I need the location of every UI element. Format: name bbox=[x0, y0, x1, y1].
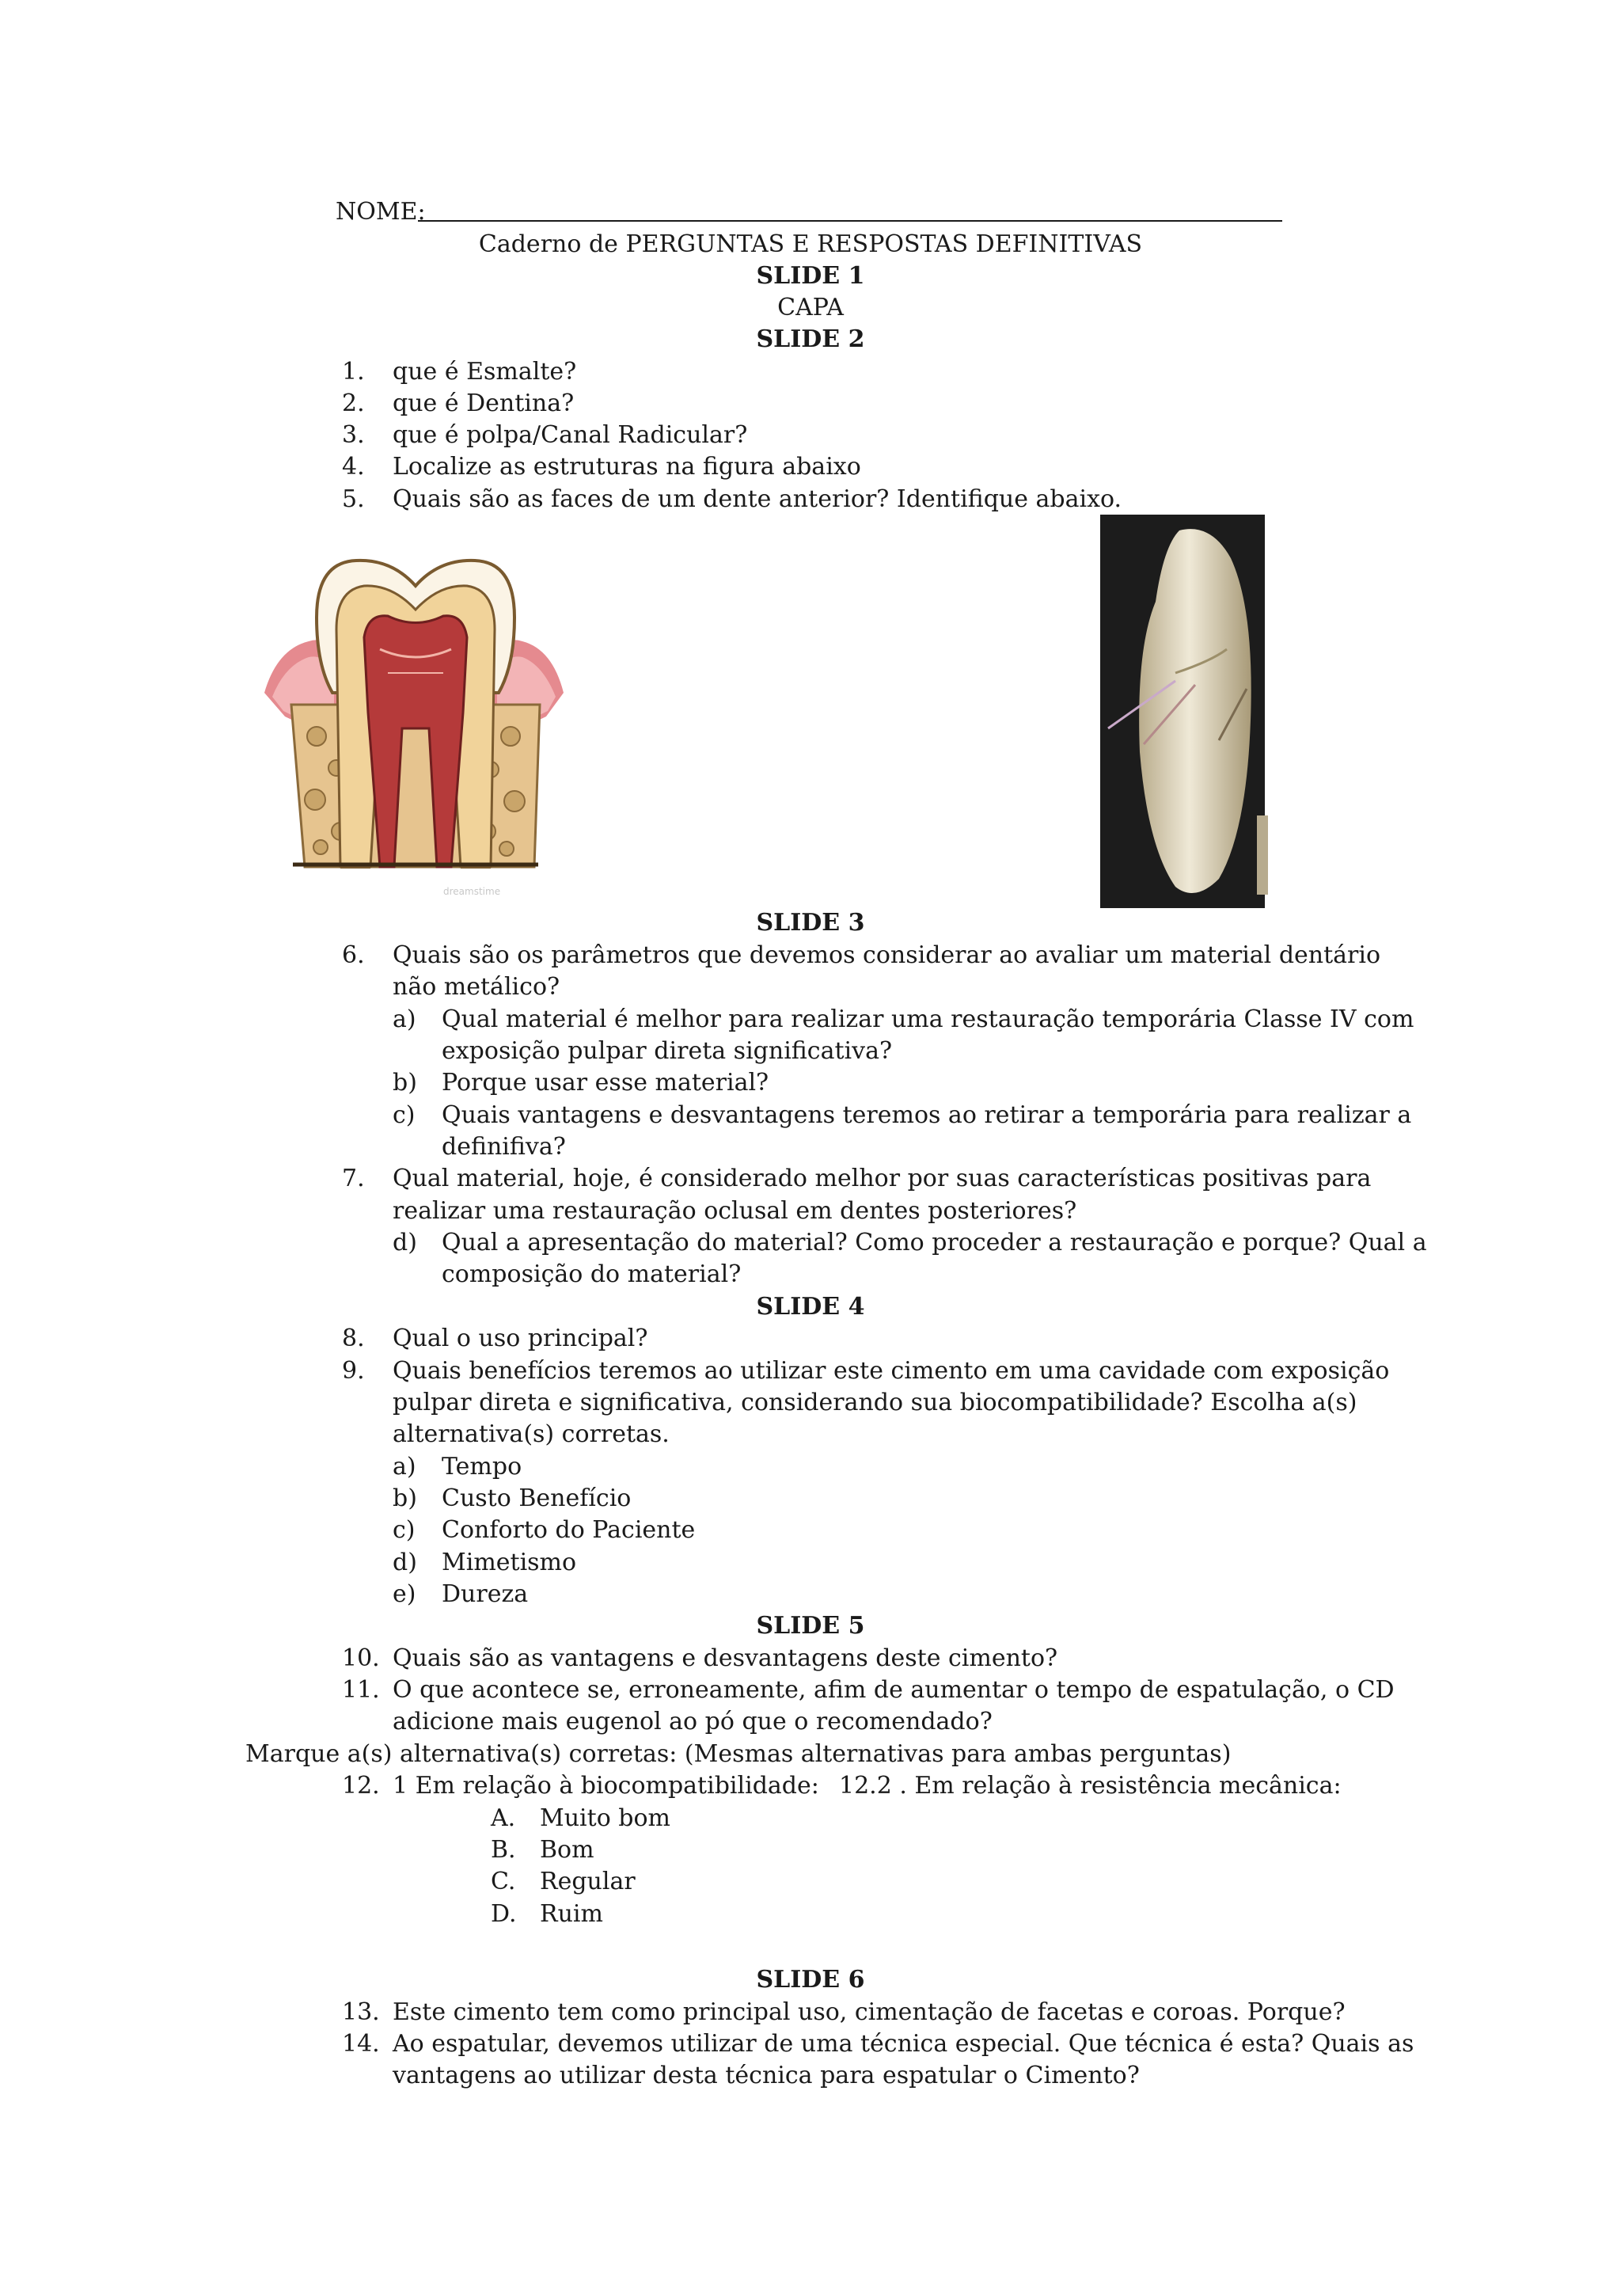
q6c-text-line-1: Quais vantagens e desvantagens teremos ao retirar a temporária para realizar a bbox=[442, 1101, 1412, 1129]
q9-text-line-2: pulpar direta e significativa, considerando sua biocompatibilidade? Escolha a(s) bbox=[393, 1389, 1357, 1416]
q7d-text-line-2: composição do material? bbox=[442, 1260, 742, 1288]
q14-number: 14. bbox=[342, 2030, 380, 2058]
q14-text-line-2: vantagens ao utilizar desta técnica para espatular o Cimento? bbox=[393, 2062, 1140, 2089]
q9-option-text: Conforto do Paciente bbox=[442, 1516, 696, 1544]
q5-text: Quais são as faces de um dente anterior? Identifique abaixo. bbox=[393, 485, 1122, 513]
q6-text-line-2: não metálico? bbox=[393, 973, 560, 1001]
q9-option-letter: b) bbox=[393, 1484, 417, 1512]
q5-number: 5. bbox=[342, 485, 365, 513]
q9-option-letter: d) bbox=[393, 1549, 417, 1576]
q9-option-letter: a) bbox=[393, 1453, 416, 1481]
q6-text-line-1: Quais são os parâmetros que devemos considerar ao avaliar um material dentário bbox=[393, 941, 1381, 969]
q1-number: 1. bbox=[342, 358, 365, 386]
q8-text: Qual o uso principal? bbox=[393, 1325, 648, 1352]
q3-number: 3. bbox=[342, 421, 365, 449]
q10-number: 10. bbox=[342, 1644, 380, 1672]
q7d-text-line-1: Qual a apresentação do material? Como proceder a restauração e porque? Qual a bbox=[442, 1229, 1427, 1256]
document-title: Caderno de PERGUNTAS E RESPOSTAS DEFINITIVAS bbox=[478, 230, 1143, 258]
q9-option-text: Dureza bbox=[442, 1580, 529, 1608]
q7d-letter: d) bbox=[393, 1229, 417, 1256]
q9-text-line-1: Quais benefícios teremos ao utilizar este cimento em uma cavidade com exposição bbox=[393, 1357, 1390, 1385]
slide-1-subtitle: CAPA bbox=[777, 294, 844, 321]
q11-number: 11. bbox=[342, 1676, 380, 1704]
q6b-text: Porque usar esse material? bbox=[442, 1069, 769, 1097]
tooth-photo-figure bbox=[1100, 515, 1265, 908]
q1-text: que é Esmalte? bbox=[393, 358, 577, 386]
q7-text-line-2: realizar uma restauração oclusal em dentes posteriores? bbox=[393, 1197, 1077, 1225]
q12-number: 12. bbox=[342, 1772, 380, 1800]
q9-option-letter: c) bbox=[393, 1516, 416, 1544]
q12-part-2: 12.2 . Em relação à resistência mecânica: bbox=[839, 1772, 1342, 1800]
slide-1-heading: SLIDE 1 bbox=[756, 262, 865, 290]
q9-option-letter: e) bbox=[393, 1580, 416, 1608]
slide-2-heading: SLIDE 2 bbox=[756, 325, 865, 353]
slide-4-heading: SLIDE 4 bbox=[756, 1293, 865, 1321]
q11-instruction: Marque a(s) alternativa(s) corretas: (Mesmas alternativas para ambas perguntas) bbox=[245, 1740, 1232, 1768]
q13-number: 13. bbox=[342, 1998, 380, 2026]
name-label: NOME: bbox=[336, 198, 426, 226]
q6a-text-line-1: Qual material é melhor para realizar uma restauração temporária Classe IV com bbox=[442, 1005, 1414, 1033]
q10-text: Quais são as vantagens e desvantagens deste cimento? bbox=[393, 1644, 1058, 1672]
q6b-letter: b) bbox=[393, 1069, 417, 1097]
q9-text-line-3: alternativa(s) corretas. bbox=[393, 1420, 670, 1448]
q12-option-text: Regular bbox=[540, 1868, 636, 1895]
q9-option-text: Mimetismo bbox=[442, 1549, 577, 1576]
q2-text: que é Dentina? bbox=[393, 390, 575, 417]
q14-text-line-1: Ao espatular, devemos utilizar de uma técnica especial. Que técnica é esta? Quais as bbox=[393, 2030, 1414, 2058]
tooth-diagram-figure bbox=[261, 554, 570, 910]
svg-text:dreamstime: dreamstime bbox=[443, 886, 501, 897]
q12-option-letter: C. bbox=[491, 1868, 516, 1895]
q9-option-text: Custo Benefício bbox=[442, 1484, 632, 1512]
q12-option-text: Ruim bbox=[540, 1900, 603, 1928]
q12-option-letter: A. bbox=[491, 1804, 516, 1832]
q6a-text-line-2: exposição pulpar direta significativa? bbox=[442, 1037, 893, 1065]
q11-text-line-2: adicione mais eugenol ao pó que o recomendado? bbox=[393, 1708, 993, 1735]
q6c-text-line-2: definifiva? bbox=[442, 1133, 566, 1161]
q12-part-1: 1 Em relação à biocompatibilidade: bbox=[393, 1772, 819, 1800]
q6a-letter: a) bbox=[393, 1005, 416, 1033]
q6-number: 6. bbox=[342, 941, 365, 969]
q6c-letter: c) bbox=[393, 1101, 416, 1129]
q3-text: que é polpa/Canal Radicular? bbox=[393, 421, 748, 449]
slide-5-heading: SLIDE 5 bbox=[756, 1612, 865, 1640]
q11-text-line-1: O que acontece se, erroneamente, afim de aumentar o tempo de espatulação, o CD bbox=[393, 1676, 1395, 1704]
q12-option-letter: D. bbox=[491, 1900, 517, 1928]
slide-3-heading: SLIDE 3 bbox=[756, 909, 865, 937]
q9-option-text: Tempo bbox=[442, 1453, 522, 1481]
q4-text: Localize as estruturas na figura abaixo bbox=[393, 453, 861, 481]
q8-number: 8. bbox=[342, 1325, 365, 1352]
tooth-photo-edge bbox=[1257, 815, 1268, 895]
q12-option-text: Bom bbox=[540, 1836, 594, 1864]
q7-number: 7. bbox=[342, 1165, 365, 1192]
slide-6-heading: SLIDE 6 bbox=[756, 1966, 865, 1994]
q13-text: Este cimento tem como principal uso, cimentação de facetas e coroas. Porque? bbox=[393, 1998, 1346, 2026]
q4-number: 4. bbox=[342, 453, 365, 481]
q7-text-line-1: Qual material, hoje, é considerado melhor por suas características positivas para bbox=[393, 1165, 1372, 1192]
q12-option-text: Muito bom bbox=[540, 1804, 670, 1832]
q12-option-letter: B. bbox=[491, 1836, 516, 1864]
q2-number: 2. bbox=[342, 390, 365, 417]
name-underline bbox=[418, 220, 1282, 222]
q9-number: 9. bbox=[342, 1357, 365, 1385]
